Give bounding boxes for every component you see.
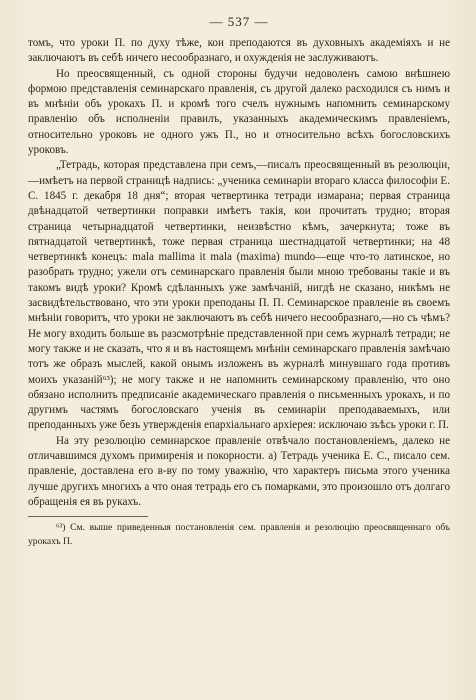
page-number: — 537 —	[209, 14, 269, 29]
paragraph-seminary-response: На эту резолюцію семинарское правленіе отвѣчало постановленіемъ, далеко не отличавшимся духомъ примиренія и покорности. а) Тетрадь ученика Е. С., писало сем. правленіе, доставлена его в-ву по тому уважнію, что характеръ письма этого ученика лучше другихъ многихъ а что оная тетрадь его съ помарками, это произошло отъ долгаго обращенія ея въ рукахъ.	[28, 434, 450, 508]
paragraph-continuation: томъ, что уроки П. по духу тѣже, кои преподаются въ духовныхъ академіяхъ и не заключаютъ въ себѣ ничего несообразнаго, и охужденія не заслуживаютъ.	[28, 37, 450, 65]
footnote-63: ⁶³) См. выше приведенныя постановленія сем. правленія и резолюцію преосвященнаго объ урокахъ П.	[28, 522, 450, 547]
footnote-divider	[28, 516, 148, 517]
paragraph-bishop-dissatisfied: Но преосвященный, съ одной стороны будучи недоволенъ самою внѣшнею формою представленія семинарскаго правленія, съ другой далеко расходился съ нимъ и въ мнѣніи объ урокахъ П. и кромѣ того счелъ нужнымъ напомнить семинарскому правленію объ исполненіи правилъ, указанныхъ академическимъ правленіемъ, относительно уроковъ не одного ужъ П., но и относительно всѣхъ богословскихъ уроковъ.	[28, 67, 450, 157]
paragraph-resolution-quote: „Тетрадь, которая представлена при семъ,—писалъ преосвященный въ резолюціи,—имѣетъ на первой страницѣ надпись: „ученика семинаріи втораго класса философіи Е. С. 1845 г. декабря 18 дня“; вторая четвертинка тетради измарана; первая страница двѣнадцатой четвертинки поправки имѣетъ такія, кои прочитать трудно; вторая страница четырнадцатой четвертинки, неизвѣстно кѣмъ, зачеркнута; тоже въ пятнадцатой четвертинкѣ, тоже первая страница шестнадцатой четвертинки; на 48 четвертинкѣ конецъ: mala mallima it mala (maxima) mundo—еще что-то латинское, но разобрать трудно; ужели отъ семинарскаго правленія были мною требованы такіе и въ такомъ видѣ уроки? Кромѣ сдѣланныхъ уже замѣчаній, нигдѣ не сказано, никѣмъ не засвидѣтельствовано, что эти уроки преподаны П. П. Семинарское правленіе въ своемъ мнѣніи говоритъ, что уроки не заключаютъ въ себѣ ничего несообразнаго,—но съ чѣмъ? Не могу входить больше въ разсмотрѣніе представленной при семъ журналѣ тетради; не могу также и не сказать, что я и въ настоящемъ мнѣніи семинарскаго правленія замѣчаю тотъ же образъ мыслей, какой онымъ изложенъ въ журналѣ минувшаго года противъ моихъ указаній⁶³); не могу также и не напомнить семинарскому правленію, что оно обязано исполнить предписаніе академическаго правленія о письменныхъ урокахъ, и по другимъ частямъ богословскаго ученія въ семинаріи преподаваемыхъ, или преподанныхъ уже безъ утвержденія епархіальнаго архіерея: исключаю зъѣсь уроки г. П.	[28, 159, 450, 432]
